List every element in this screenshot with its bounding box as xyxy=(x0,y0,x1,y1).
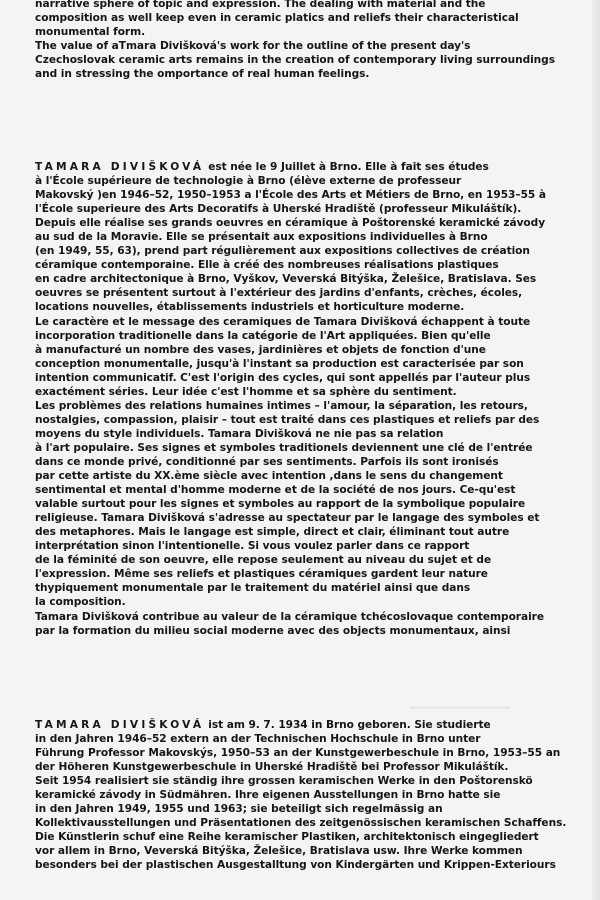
text-line: la composition. xyxy=(35,596,126,609)
text-line: Tamara Divišková contribue au valeur de la céramique tchécoslovaque contemporaire xyxy=(35,610,544,623)
text-line: l'École superieure des Arts Decoratifs à Uherské Hradiště (professeur Mikuláštík). xyxy=(35,203,522,216)
text-line: Führung Professor Makovskýs, 1950–53 an der Kunstgewerbeschule in Brno, 1953–55 an xyxy=(35,747,561,760)
text-line: interprétation sinon l'intentionelle. Si vous voulez parler dans ce rapport xyxy=(35,540,470,553)
text-line: par cette artiste du XX.ème siècle avec intention ,dans le sens du changement xyxy=(35,470,503,483)
text-line: narrative sphere of topic and expression. The dealing with material and the xyxy=(35,0,486,10)
intro-text: est née le 9 Juillet à Brno. Elle à fait ses études xyxy=(208,161,489,173)
intro-text: ist am 9. 7. 1934 in Brno geboren. Sie studierte xyxy=(208,719,491,731)
text-line: incorporation traditionelle dans la catégorie de l'Art appliquées. Bien qu'elle xyxy=(35,329,491,342)
text-line: locations nouvelles, établissements industriels et horticulture moderne. xyxy=(35,301,465,314)
text-line: l'expression. Même ses reliefs et plastiques céramiques gardent leur nature xyxy=(35,568,488,581)
text-line: oeuvres se présentent surtout à l'extérieur des jardins d'enfants, crèches, écoles, xyxy=(35,287,523,300)
text-line: Seit 1954 realisiert sie ständig ihre grossen keramischen Werke in den Poštorenskö xyxy=(35,775,533,788)
text-line: der Höheren Kunstgewerbeschule in Uherské Hradiště bei Professor Mikuláštík. xyxy=(35,761,509,774)
text-line xyxy=(35,718,575,732)
text-line: Makovský )en 1946–52, 1950–1953 a l'École des Arts et Métiers de Brno, en 1953–55 à xyxy=(35,189,546,202)
text-line: Kollektivausstellungen und Präsentationen des zeitgenössischen keramischen Schaffens. xyxy=(35,817,567,830)
text-line: religieuse. Tamara Divišková s'adresse au spectateur par le langage des symboles et xyxy=(35,512,540,525)
text-line: Czechoslovak ceramic arts remains in the creation of contemporary living surroundings xyxy=(35,54,555,67)
german-section xyxy=(35,718,575,873)
text-line: dans ce monde privé, conditionné par ses sentiments. Parfois ils sont ironisés xyxy=(35,455,499,468)
text-line: The value of aTmara Divišková's work for the outline of the present day's xyxy=(35,40,471,53)
text-line: keramické závody in Südmähren. Ihre eigenen Ausstellungen in Brno hatte sie xyxy=(35,789,501,802)
text-line: Le caractère et le message des ceramiques de Tamara Divišková échappent à toute xyxy=(35,315,531,328)
artist-name-heading: TAMARA DIVIŠKOVÁ xyxy=(35,161,205,173)
text-line: moyens du style individuels. Tamara Divišková ne nie pas sa relation xyxy=(35,427,444,440)
text-line: des metaphores. Mais le langage est simple, direct et clair, éliminant tout autre xyxy=(35,526,510,539)
text-line: de la féminité de son oeuvre, elle repose seulement au niveau du sujet et de xyxy=(35,554,492,567)
text-line: (en 1949, 55, 63), prend part régulièrement aux expositions collectives de création xyxy=(35,245,530,258)
text-line: sentimental et mental d'homme moderne et de la société de nos jours. Ce-qu'est xyxy=(35,484,516,497)
page-edge-shadow xyxy=(592,0,600,900)
text-line: Depuis elle réalise ses grands oeuvres en céramique à Poštorenské keramické závody xyxy=(35,217,546,230)
french-section xyxy=(35,160,575,638)
text-line: céramique contemporaine. Elle à créé des nombreuses réalisations plastiques xyxy=(35,259,499,272)
text-line: en cadre architectonique à Brno, Vyškov, Veverská Bitýška, Želešice, Bratislava. Ses xyxy=(35,273,537,286)
text-line: monumental form. xyxy=(35,26,146,39)
text-line: à manufacturé un nombre des vases, jardinières et objets de fonction d'une xyxy=(35,343,486,356)
text-line: composition as well keep even in ceramic platics and reliefs their characteristical xyxy=(35,12,519,25)
english-section xyxy=(35,0,575,81)
text-line: in den Jahren 1946–52 extern an der Technischen Hochschule in Brno unter xyxy=(35,733,481,746)
text-line: besonders bei der plastischen Ausgestalltung von Kindergärten und Krippen-Exteriours xyxy=(35,859,556,872)
text-line: au sud de la Moravie. Elle se présentait aux expositions individuelles à Brno xyxy=(35,231,488,244)
text-line: exactément séries. Leur idée c'est l'homme et sa sphère du sentiment. xyxy=(35,385,457,398)
text-line: nostalgies, compassion, plaisir – tout est traité dans ces plastiques et reliefs par des xyxy=(35,413,540,426)
artist-name-heading: TAMARA DIVIŠKOVÁ xyxy=(35,719,205,731)
text-line: Les problèmes des relations humaines intimes – l'amour, la séparation, les retours, xyxy=(35,399,528,412)
text-line: thypiquement monumentale par le traitement du matériel ainsi que dans xyxy=(35,582,471,595)
text-line xyxy=(35,160,575,174)
text-line: intention communicatif. C'est l'origin des cycles, qui sont appellés par l'auteur plus xyxy=(35,371,531,384)
text-line: à l'art populaire. Ses signes et symboles traditionels deviennent une clé de l'entrée xyxy=(35,441,533,454)
text-line: vor allem in Brno, Veverská Bitýška, Želešice, Bratislava usw. Ihre Werke kommen xyxy=(35,845,523,858)
bleed-through-text: ▁▁▁▁▁▁▁▁▁▁▁▁▁ xyxy=(410,698,510,709)
text-line: à l'École supérieure de technologie à Brno (élève externe de professeur xyxy=(35,175,462,188)
text-line: par la formation du milieu social moderne avec des objects monumentaux, ainsi xyxy=(35,624,511,637)
text-line: Die Künstlerin schuf eine Reihe keramischer Plastiken, architektonisch eingegliedert xyxy=(35,831,539,844)
text-line: and in stressing the omportance of real human feelings. xyxy=(35,68,370,81)
text-line: in den Jahren 1949, 1955 und 1963; sie beteiligt sich regelmässig an xyxy=(35,803,443,816)
text-line: conception monumentalle, jusqu'à l'instant sa production est caracterisée par son xyxy=(35,357,524,370)
text-line: valable surtout pour les signes et symboles au rapport de la symbolique populaire xyxy=(35,498,526,511)
